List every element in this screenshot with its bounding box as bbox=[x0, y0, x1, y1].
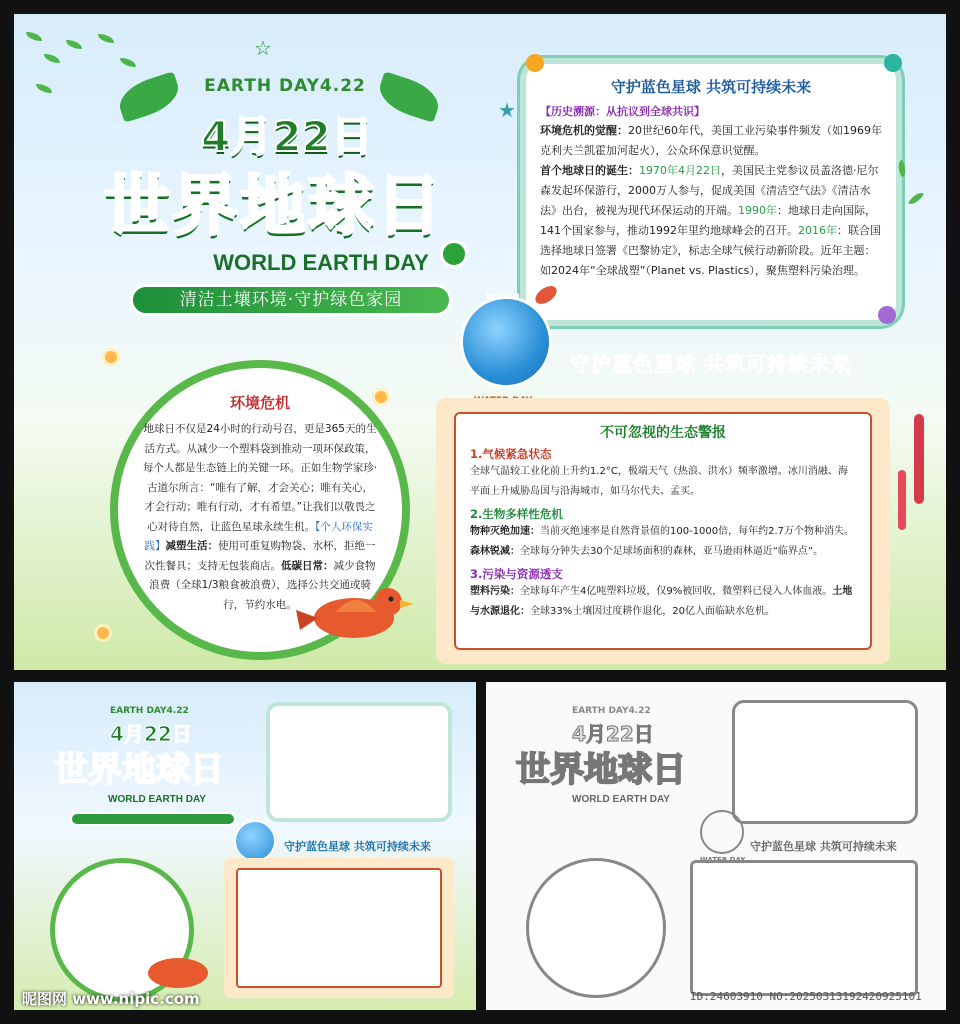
thumb-main-title: 世界地球日 bbox=[54, 750, 224, 790]
english-title: WORLD EARTH DAY bbox=[213, 250, 429, 275]
main-title: 世界地球日 bbox=[104, 167, 444, 244]
color-thumbnail bbox=[14, 682, 476, 1010]
flower-icon bbox=[102, 348, 120, 366]
warning-section-3-title: 3.污染与资源透支 bbox=[470, 567, 563, 581]
watermark-left: 昵图网 www.nipic.com bbox=[22, 990, 200, 1008]
leaf-icon bbox=[26, 32, 42, 41]
thumb-bird-icon bbox=[148, 958, 208, 988]
crisis-title: 环境危机 bbox=[229, 394, 290, 412]
lineart-date-title: 4月22日 bbox=[572, 722, 654, 746]
crisis-text: 地球日不仅是24小时的行动号召，更是365天的生活方式。从减少一个塑料袋到推动一项环保政策，每个人都是生态链上的关键一环。正如生物学家珍·古道尔所言：“唯有了解，才会关心；唯有关心，才会行动；唯有行动，才有希望。”让我们以敬畏之心对待自然，让蓝色星球永续生机。【个人环保实践】减塑生活：使用可重复购物袋、水杯，拒绝一次性餐具；支持无包装商店。低碳日常：减少食物浪费（全球1/3粮食被浪费），选择公共交通或骑行，节约水电。 bbox=[142, 423, 378, 611]
slogan-right: 守护蓝色星球 共筑可持续未来 bbox=[570, 352, 851, 376]
lineart-main-title: 世界地球日 bbox=[516, 750, 686, 790]
main-poster-panel bbox=[14, 14, 946, 670]
bird-icon bbox=[296, 578, 416, 644]
warning-section-2-title: 2.生物多样性危机 bbox=[470, 507, 563, 521]
left-wing-icon bbox=[114, 71, 183, 122]
pin-icon bbox=[526, 54, 544, 72]
leaf-icon bbox=[44, 54, 60, 63]
pin-icon bbox=[878, 306, 896, 324]
thumb-globe-icon bbox=[234, 820, 276, 862]
lineart-earth-day-tag: EARTH DAY4.22 bbox=[572, 706, 651, 716]
warning-section-3-text: 塑料污染：全球每年产生4亿吨塑料垃圾，仅9%被回收，微塑料已侵入人体血液。土地与水源退化：全球33%土壤因过度耕作退化，20亿人面临缺水危机。 bbox=[470, 586, 853, 617]
lineart-history-card bbox=[732, 700, 918, 824]
thumb-english-title: WORLD EARTH DAY bbox=[108, 794, 206, 805]
watermark-right: ID:24603910 NO:20250313192420925101 bbox=[690, 990, 922, 1003]
world-label: WORLD bbox=[486, 292, 520, 301]
earth-day-tag: EARTH DAY4.22 bbox=[204, 76, 366, 96]
warning-section-2-text: 物种灭绝加速：当前灭绝速率是自然背景值的100-1000倍，每年约2.7万个物种消失。森林锐减：全球每分钟失去30个足球场面积的森林，亚马逊雨林逼近“临界点”。 bbox=[470, 526, 855, 557]
warning-frame bbox=[436, 398, 890, 664]
history-title: 守护蓝色星球 共筑可持续未来 bbox=[610, 78, 812, 96]
thumb-slogan: 守护蓝色星球 共筑可持续未来 bbox=[284, 840, 431, 853]
history-tag: 【历史溯源：从抗议到全球共识】 bbox=[540, 105, 705, 118]
red-flower-icon bbox=[914, 414, 924, 504]
leaf-icon bbox=[908, 189, 924, 207]
leaf-icon bbox=[98, 34, 114, 43]
lineart-english-title: WORLD EARTH DAY bbox=[572, 794, 670, 805]
thumb-warning-frame bbox=[224, 858, 454, 998]
leaf-icon bbox=[36, 84, 52, 93]
lineart-warning-frame bbox=[690, 860, 918, 996]
leaf-icon bbox=[120, 58, 136, 67]
history-paragraph-2: 首个地球日的诞生：1970年4月22日，美国民主党参议员盖洛德·尼尔森发起环保游行，2000万人参与，促成美国《清洁空气法》《清洁水法》出台，被视为现代环保运动的开端。1990年：地球日走向国际，141个国家参与，推动1992年里约地球峰会的召开。2016年：联合国选择地球日签署《巴黎协定》，标志全球气候行动新阶段。近年主题：如2024年“全球战塑”（Planet vs. Plastics），聚焦塑料污染治理。 bbox=[540, 164, 881, 277]
lineart-thumbnail bbox=[486, 682, 946, 1010]
red-flower-icon bbox=[898, 470, 906, 530]
history-card bbox=[520, 58, 902, 326]
pin-icon bbox=[884, 54, 902, 72]
thumb-history-card bbox=[266, 702, 452, 822]
warning-panel bbox=[454, 412, 872, 650]
thumb-warning-panel bbox=[236, 868, 442, 988]
leaf-icon bbox=[66, 40, 82, 49]
thumb-earth-day-tag: EARTH DAY4.22 bbox=[110, 706, 189, 716]
warning-section-1-text: 全球气温较工业化前上升约1.2°C，极端天气（热浪、洪水）频率激增。冰川消融、海平面上升威胁岛国与沿海城市，如马尔代夫、孟买。 bbox=[470, 466, 848, 497]
history-paragraph-1: 环境危机的觉醒：20世纪60年代，美国工业污染事件频发（如1969年克利夫兰凯霍加河起火），公众环保意识觉醒。 bbox=[540, 124, 882, 157]
lineart-crisis-circle bbox=[526, 858, 666, 998]
flower-icon bbox=[94, 624, 112, 642]
warning-section-1-title: 1.气候紧急状态 bbox=[470, 447, 552, 461]
star-icon: ☆ bbox=[254, 36, 272, 60]
thumb-slogan-bar bbox=[70, 812, 236, 826]
date-title: 4月22日 bbox=[201, 112, 373, 161]
star-icon: ★ bbox=[498, 98, 516, 122]
slogan-banner: 清洁土壤环境·守护绿色家园 bbox=[130, 284, 452, 316]
lineart-slogan: 守护蓝色星球 共筑可持续未来 bbox=[750, 840, 897, 853]
planet-icon bbox=[440, 240, 468, 268]
warning-title: 不可忽视的生态警报 bbox=[600, 425, 726, 441]
globe-icon bbox=[460, 296, 552, 388]
lineart-globe-icon bbox=[700, 810, 744, 854]
thumb-date-title: 4月22日 bbox=[110, 722, 192, 746]
